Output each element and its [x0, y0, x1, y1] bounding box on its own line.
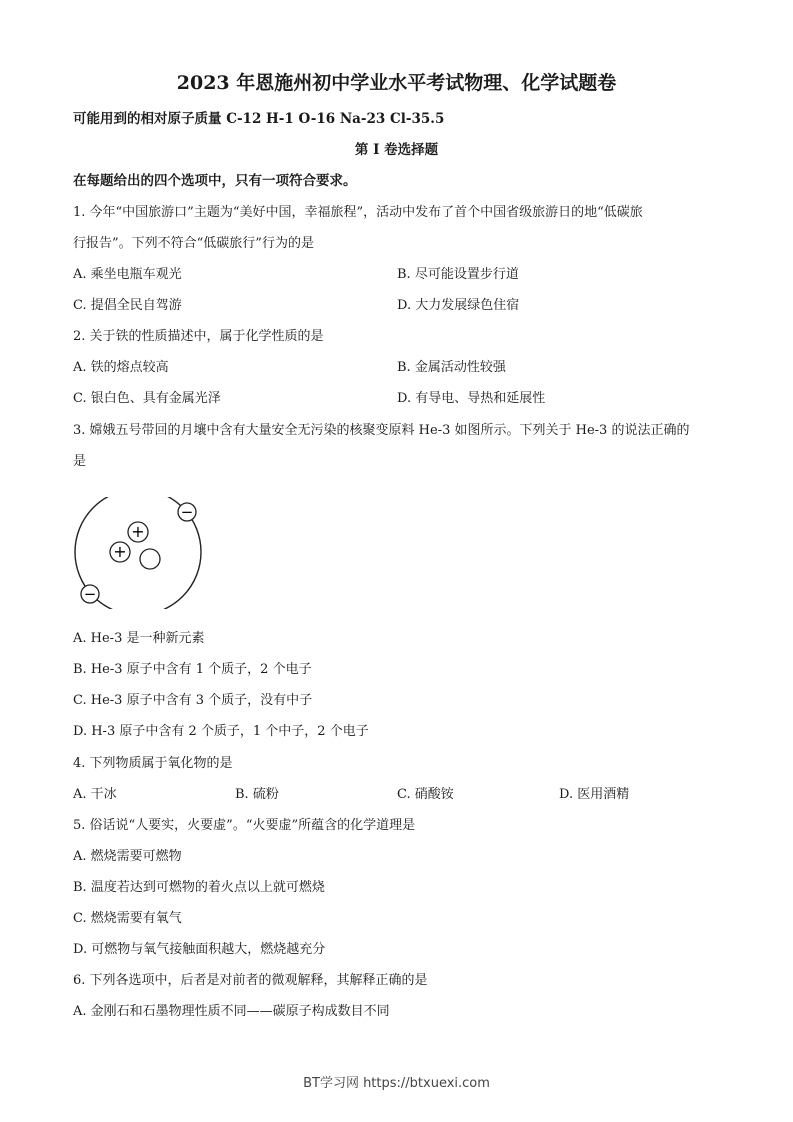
q4-option-b: B. 硫粉	[235, 787, 279, 802]
q5-option-b: B. 温度若达到可燃物的着火点以上就可燃烧	[73, 880, 325, 895]
q3-option-c: C. He-3 原子中含有 3 个质子，没有中子	[73, 693, 313, 708]
exam-title: 2023 年恩施州初中学业水平考试物理、化学试题卷	[176, 72, 617, 94]
proton-2	[110, 542, 130, 562]
q1-option-d: D. 大力发展绿色住宿	[397, 298, 520, 313]
svg-text:−: −	[180, 503, 194, 521]
q4-option-c: C. 硝酸铵	[397, 787, 454, 802]
footer-watermark: BT学习网 https://btxuexi.com	[303, 1076, 490, 1091]
q2-option-a: A. 铁的熔点较高	[73, 360, 169, 375]
q6-option-a: A. 金刚石和石墨物理性质不同——碳原子构成数目不同	[73, 1004, 390, 1019]
q4-option-d: D. 医用酒精	[559, 787, 630, 802]
q1-option-b: B. 尽可能设置步行道	[397, 267, 519, 282]
q3-option-b: B. He-3 原子中含有 1 个质子，2 个电子	[73, 662, 312, 677]
section-title: 第 I 卷选择题	[354, 142, 439, 158]
q1-option-c: C. 提倡全民自驾游	[73, 298, 182, 313]
q2-option-c: C. 银白色、具有金属光泽	[73, 391, 221, 406]
svg-text:−: −	[83, 585, 97, 603]
q4-stem: 4. 下列物质属于氧化物的是	[73, 756, 233, 771]
q3-option-a: A. He-3 是一种新元素	[73, 631, 205, 646]
q3-stem-line2: 是	[73, 454, 87, 469]
svg-text:+: +	[113, 542, 127, 561]
proton-1	[128, 522, 148, 542]
electron-2	[81, 585, 99, 603]
q1-stem-line2: 行报告”。下列不符合“低碳旅行”行为的是	[73, 236, 314, 251]
q1-option-a: A. 乘坐电瓶车观光	[73, 267, 182, 282]
q2-option-d: D. 有导电、导热和延展性	[397, 391, 546, 406]
svg-text:+: +	[131, 522, 145, 541]
instruction: 在每题给出的四个选项中，只有一项符合要求。	[73, 173, 357, 189]
he3-atom-diagram	[68, 497, 208, 609]
q2-stem: 2. 关于铁的性质描述中，属于化学性质的是	[73, 329, 324, 344]
neutron	[140, 549, 160, 569]
atomic-mass-line: 可能用到的相对原子质量 C-12 H-1 O-16 Na-23 Cl-35.5	[73, 111, 445, 127]
q5-stem: 5. 俗话说“人要实，火要虚”。“火要虚”所蕴含的化学道理是	[73, 818, 416, 833]
q6-stem: 6. 下列各选项中，后者是对前者的微观解释，其解释正确的是	[73, 973, 428, 988]
q5-option-d: D. 可燃物与氧气接触面积越大，燃烧越充分	[73, 942, 326, 957]
electron-1	[178, 503, 196, 521]
q5-option-a: A. 燃烧需要可燃物	[73, 849, 182, 864]
q2-option-b: B. 金属活动性较强	[397, 360, 506, 375]
q3-option-d: D. H-3 原子中含有 2 个质子，1 个中子，2 个电子	[73, 724, 369, 739]
q3-stem-line1: 3. 嫦娥五号带回的月壤中含有大量安全无污染的核聚变原料 He-3 如图所示。下列关于 He-3 的说法正确的	[73, 423, 690, 438]
q1-stem-line1: 1. 今年“中国旅游口”主题为“美好中国，幸福旅程”，活动中发布了首个中国省级旅游日的地“低碳旅	[73, 205, 643, 220]
q4-option-a: A. 干冰	[73, 787, 117, 802]
q5-option-c: C. 燃烧需要有氧气	[73, 911, 182, 926]
